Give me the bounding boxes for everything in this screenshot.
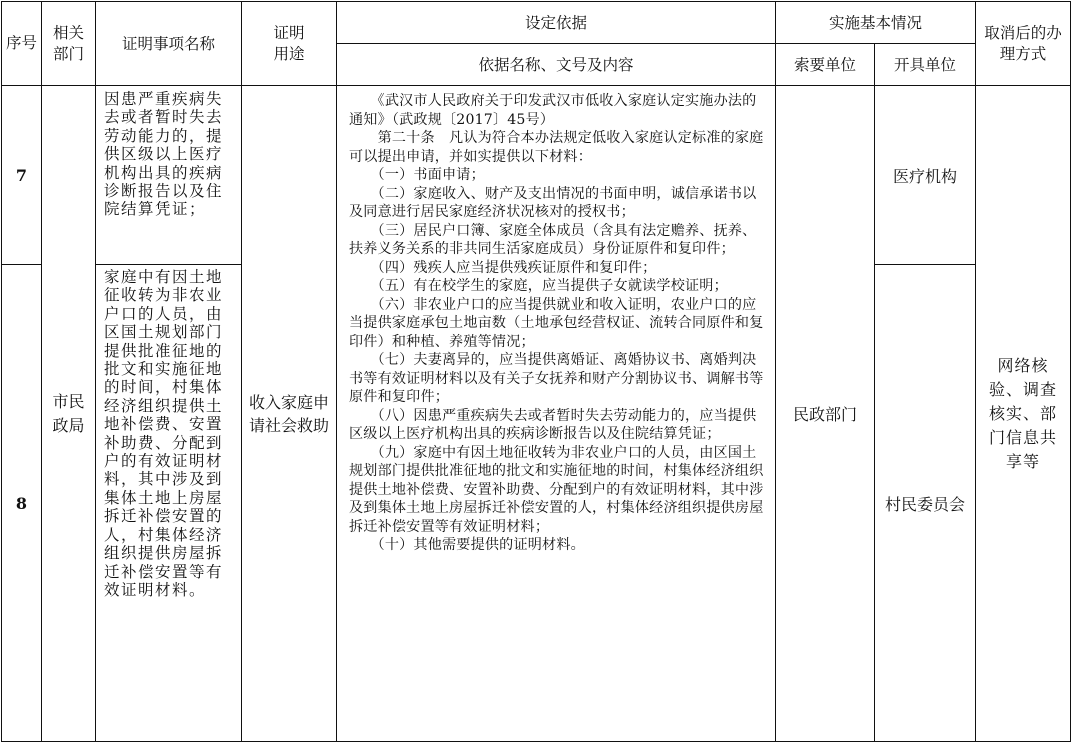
header-seq: 序号 bbox=[2, 2, 42, 86]
header-item-name: 证明事项名称 bbox=[96, 2, 242, 86]
header-usage: 证明用途 bbox=[242, 2, 337, 86]
after-cancel-cell: 网络核验、调查核实、部门信息共享等 bbox=[976, 86, 1071, 742]
header-requester: 索要单位 bbox=[776, 44, 875, 86]
basis-text: 《武汉市人民政府关于印发武汉市低收入家庭认定实施办法的通知》（武政规〔2017〕45号） 第二十条 凡认为符合本办法规定低收入家庭认定标准的家庭可以提出申请，并如实提供以下材料： （一）书面申请； （二）家庭收入、财产及支出情况的书面申明，诚信承诺书以及同意进行居民家庭经济状况核对的授权书； （三）居民户口簿、家庭全体成员（含具有法定赡养、抚养、扶养义务关系的非共同生活家庭成员）身份证原件和复印件； （四）残疾人应当提供残疾证原件和复印件； （五）有在校学生的家庭，应当提供子女就读学校证明； （六）非农业户口的应当提供就业和收入证明，农业户口的应当提供家庭承包土地亩数（土地承包经营权证、流转合同原件和复印件）和种植、养殖等情况； （七）夫妻离异的，应当提供离婚证、离婚协议书、离婚判决书等有效证明材料以及有关子女抚养和财产分割协议书、调解书等原件和复印件； （八）因患严重疾病失去或者暂时失去劳动能力的，应当提供区级以上医疗机构出具的疾病诊断报告以及住院结算凭证； （九）家庭中有因土地征收转为非农业户口的人员，由区国土规划部门提供批准征地的批文和实施征地的时间，村集体经济组织提供土地补偿费、安置补助费、分配到户的有效证明材料，其中涉及到集体土地上房屋拆迁补偿安置的人，村集体经济组织提供房屋拆迁补偿安置等有效证明材料； （十）其他需要提供的证明材料。 bbox=[349, 93, 764, 553]
row-7-item-name: 因患严重疾病失去或者暂时失去劳动能力的，提供区级以上医疗机构出具的疾病诊断报告以及住院结算凭证； bbox=[96, 86, 242, 265]
header-after-cancel: 取消后的办理方式 bbox=[976, 2, 1071, 86]
header-dept: 相关部门 bbox=[42, 2, 96, 86]
row-8-item-name: 家庭中有因土地征收转为非农业户口的人员，由区国土规划部门提供批准征地的批文和实施征地的时间，村集体经济组织提供土地补偿费、安置补助费、分配到户的有效证明材料，其中涉及到集体土地上房屋拆迁补偿安置的人，村集体经济组织提供房屋拆迁补偿安置等有效证明材料。 bbox=[96, 265, 242, 742]
header-basis-sub: 依据名称、文号及内容 bbox=[337, 44, 776, 86]
row-7-seq: 7 bbox=[2, 86, 42, 265]
requester-cell: 民政部门 bbox=[776, 86, 875, 742]
basis-cell bbox=[337, 86, 776, 742]
row-8-seq: 8 bbox=[2, 265, 42, 742]
certification-table bbox=[1, 1, 1071, 742]
row-7-issuer: 医疗机构 bbox=[875, 86, 976, 265]
header-basis-group: 设定依据 bbox=[337, 2, 776, 44]
row-8-issuer: 村民委员会 bbox=[875, 265, 976, 742]
dept-cell: 市民政局 bbox=[42, 86, 96, 742]
usage-cell: 收入家庭申请社会救助 bbox=[242, 86, 337, 742]
header-impl-group: 实施基本情况 bbox=[776, 2, 976, 44]
header-issuer: 开具单位 bbox=[875, 44, 976, 86]
